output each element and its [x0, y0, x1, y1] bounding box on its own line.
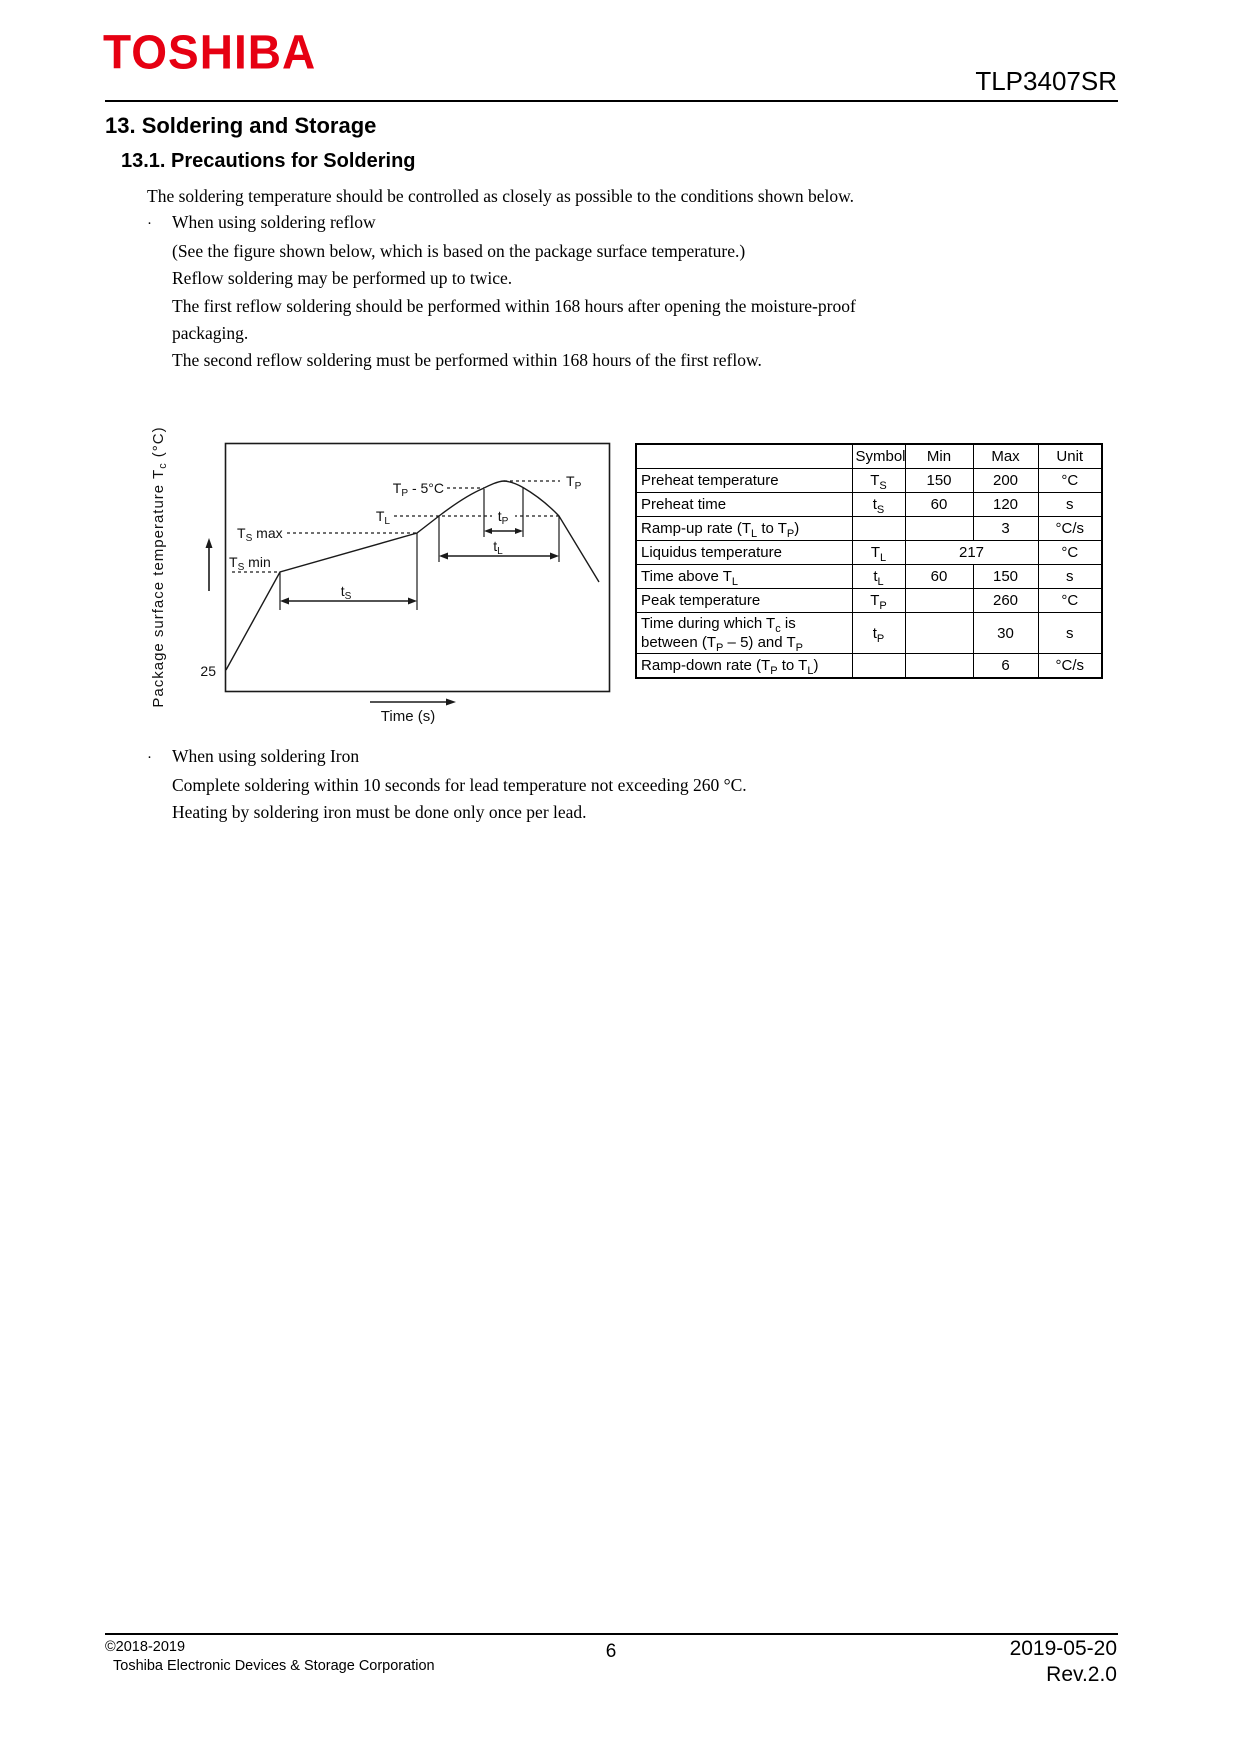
cell-min: 60	[905, 493, 973, 517]
toshiba-logo: TOSHIBA	[103, 25, 317, 80]
cell-unit: °C	[1038, 469, 1102, 493]
cell-min	[905, 613, 973, 654]
cell-min: 60	[905, 565, 973, 589]
cell-min	[905, 589, 973, 613]
cell-min: 150	[905, 469, 973, 493]
cell-parameter: Ramp-down rate ($T_P$ to $T_L$)	[636, 654, 852, 679]
page-number: 6	[605, 1641, 617, 1662]
cell-max: 150	[973, 565, 1038, 589]
table-row	[636, 493, 1102, 517]
soldering-conditions-table	[635, 443, 1103, 679]
bullet-line: (See the figure shown below, which is based on the package surface temperature.)	[172, 241, 746, 262]
table-row	[636, 565, 1102, 589]
tl-duration-label: $t_L$	[493, 538, 503, 557]
bullet-line: The first reflow soldering should be performed within 168 hours after opening the moisture-proof	[172, 295, 856, 316]
cell-unit: °C/s	[1038, 517, 1102, 541]
table-row	[636, 654, 1102, 679]
bullet-marker: ·	[147, 750, 152, 766]
cell-parameter: Time during which $T_c$ is between $(T_P - 5)$ and $T_P$	[636, 613, 852, 654]
cell-parameter: Liquidus temperature	[636, 541, 852, 565]
y-origin-label: 25	[200, 663, 216, 679]
cell-unit: s	[1038, 565, 1102, 589]
tp-peak-label: $T_P$	[566, 473, 582, 492]
reflow-profile-figure	[140, 385, 620, 730]
ts-duration-label: $t_S$	[340, 583, 352, 602]
cell-symbol: $t_S$	[852, 493, 905, 517]
footer-date: 2019-05-20	[1009, 1637, 1117, 1660]
bullet-title: When using soldering Iron	[172, 746, 360, 766]
bullet-title: When using soldering reflow	[172, 212, 376, 232]
tp-duration-label: $t_P$	[497, 508, 509, 527]
table-row	[636, 517, 1102, 541]
interval-arrows	[280, 528, 559, 605]
cell-parameter: Preheat temperature	[636, 469, 852, 493]
bullet-line: packaging.	[172, 322, 249, 343]
bullet-title-row	[147, 209, 1127, 238]
table-header-cell: Unit	[1038, 444, 1102, 469]
table-header-cell: Symbol	[852, 444, 905, 469]
table-header-cell: Max	[973, 444, 1038, 469]
bullet-reflow	[147, 209, 1127, 374]
bullet-iron	[147, 743, 1127, 827]
cell-parameter: Peak temperature	[636, 589, 852, 613]
cell-symbol: $t_P$	[852, 613, 905, 654]
footer-company: Toshiba Electronic Devices & Storage Corporation	[113, 1658, 435, 1674]
cell-unit: °C/s	[1038, 654, 1102, 679]
footer-rule	[105, 1633, 1118, 1635]
cell-max: 200	[973, 469, 1038, 493]
bullet-marker: ·	[147, 216, 152, 232]
cell-parameter: Time above $T_L$	[636, 565, 852, 589]
cell-symbol: $T_P$	[852, 589, 905, 613]
footer-copyright: ©2018-2019	[105, 1639, 186, 1655]
cell-min-max: 217	[905, 541, 1038, 565]
table-row	[636, 589, 1102, 613]
section-title: 13. Soldering and Storage	[105, 113, 377, 138]
ts-max-label: $T_S$ max	[237, 525, 283, 544]
cell-unit: °C	[1038, 541, 1102, 565]
x-axis-label: Time (s)	[380, 708, 436, 725]
tp-minus5-label: $T_P - 5^\circ C$	[392, 480, 444, 499]
cell-unit: s	[1038, 493, 1102, 517]
cell-min	[905, 654, 973, 679]
tl-level-label: $T_L$	[375, 508, 390, 527]
bullet-title-row	[147, 743, 1127, 772]
cell-min	[905, 517, 973, 541]
table-body	[636, 469, 1102, 679]
table-header-row	[636, 444, 1102, 469]
interval-ticks	[280, 488, 559, 610]
cell-max: 120	[973, 493, 1038, 517]
bullet-line: Reflow soldering may be performed up to twice.	[172, 268, 513, 289]
cell-parameter: Ramp-up rate ($T_L$ to $T_P$)	[636, 517, 852, 541]
cell-max: 260	[973, 589, 1038, 613]
table-header-cell: Min	[905, 444, 973, 469]
table-row	[636, 613, 1102, 654]
part-number: TLP3407SR	[975, 66, 1117, 96]
cell-symbol	[852, 517, 905, 541]
temperature-curve	[226, 481, 599, 670]
bullet-line: Heating by soldering iron must be done only once per lead.	[172, 802, 587, 823]
y-axis-label: Package surface temperature $T_c$ (°C)	[150, 426, 169, 708]
cell-symbol: $t_L$	[852, 565, 905, 589]
cell-unit: s	[1038, 613, 1102, 654]
cell-symbol	[852, 654, 905, 679]
cell-max: 6	[973, 654, 1038, 679]
cell-unit: °C	[1038, 589, 1102, 613]
soldering-conditions-table-wrap	[635, 443, 1103, 679]
cell-symbol: $T_L$	[852, 541, 905, 565]
cell-symbol: $T_S$	[852, 469, 905, 493]
cell-max: 30	[973, 613, 1038, 654]
footer-revision: Rev.2.0	[1046, 1663, 1117, 1686]
table-header-cell	[636, 444, 852, 469]
header-rule	[105, 100, 1118, 102]
cell-max: 3	[973, 517, 1038, 541]
table-row	[636, 541, 1102, 565]
cell-parameter: Preheat time	[636, 493, 852, 517]
intro-paragraph: The soldering temperature should be controlled as closely as possible to the conditions shown below.	[147, 186, 854, 206]
bullet-line: Complete soldering within 10 seconds for lead temperature not exceeding 260 °C.	[172, 775, 747, 796]
bullet-line: The second reflow soldering must be performed within 168 hours of the first reflow.	[172, 350, 762, 371]
table-head	[636, 444, 1102, 469]
subsection-title: 13.1. Precautions for Soldering	[121, 150, 416, 172]
ts-min-label: $T_S$ min	[229, 554, 271, 573]
table-row	[636, 469, 1102, 493]
